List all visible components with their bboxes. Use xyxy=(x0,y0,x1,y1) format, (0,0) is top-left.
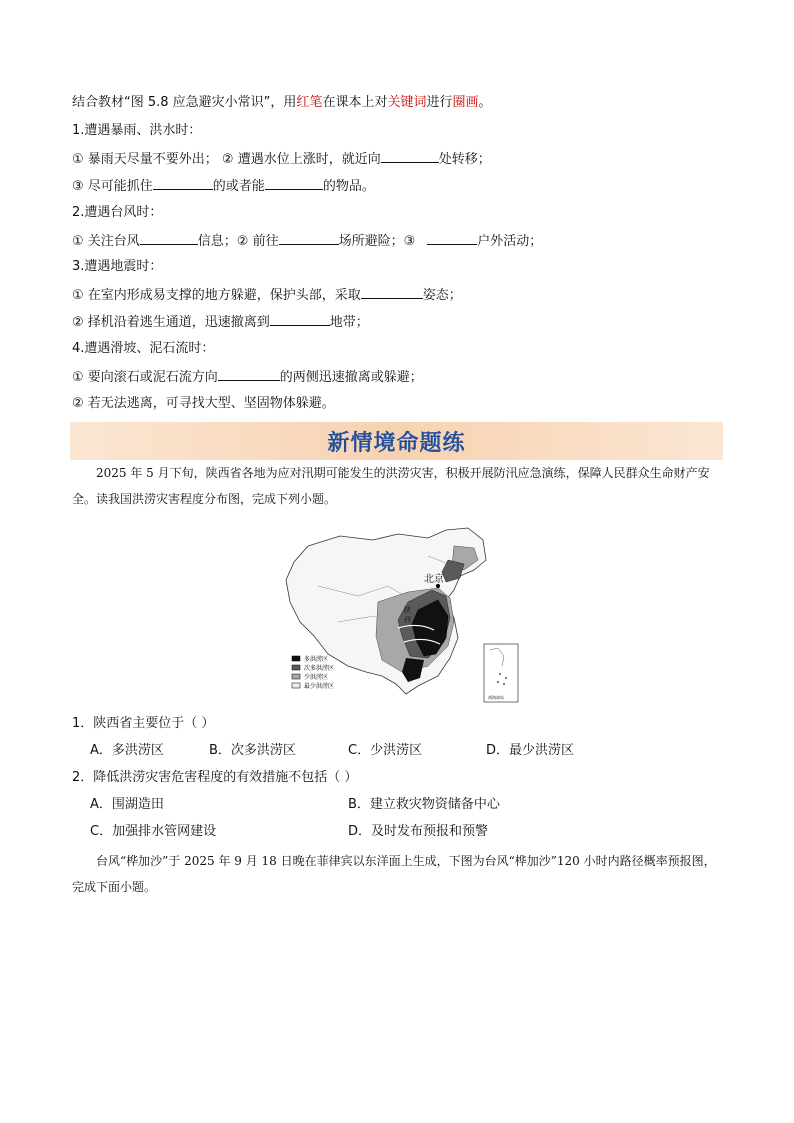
text: ② 择机沿着逃生通道，迅速撤离到 xyxy=(72,315,270,330)
passage-2-text: 台风“桦加沙”于 2025 年 9 月 18 日晚在菲律宾以东洋面上生成，下图为台风“桦加沙”120 小时内路径概率预报图，完成下面小题。 xyxy=(72,854,716,894)
flood-distribution-map xyxy=(278,526,520,704)
q1-option-d[interactable]: D．最少洪涝区 xyxy=(486,743,575,758)
fill-blank[interactable] xyxy=(153,176,213,190)
q1-option-b[interactable]: B．次多洪涝区 xyxy=(209,743,296,758)
section-2-line-1 xyxy=(72,231,542,251)
section-3-title: 3.遭遇地震时： xyxy=(72,259,163,274)
fill-blank[interactable] xyxy=(265,176,323,190)
intro-text: 在课本上对 xyxy=(322,95,388,110)
text: 处转移； xyxy=(438,152,491,167)
text: 的物品。 xyxy=(322,179,375,194)
china-flood-map-svg xyxy=(278,526,520,704)
text: 地带； xyxy=(329,315,369,330)
section-banner xyxy=(70,422,723,460)
keyword-keywords: 关键词 xyxy=(387,95,427,110)
question-2-stem: 2．降低洪涝灾害危害程度的有效措施不包括（ ） xyxy=(72,770,358,785)
question-1-stem: 1．陕西省主要位于（ ） xyxy=(72,716,215,731)
section-4-line-1 xyxy=(72,367,423,387)
q2-option-d[interactable]: D．及时发布预报和预警 xyxy=(348,824,489,839)
q2-option-b[interactable]: B．建立救灾物资储备中心 xyxy=(348,797,500,812)
fill-blank[interactable] xyxy=(270,312,330,326)
section-1-line-2 xyxy=(72,176,375,196)
fill-blank[interactable] xyxy=(381,149,439,163)
fill-blank[interactable] xyxy=(279,231,339,245)
section-3-line-2 xyxy=(72,312,369,332)
text: ③ 尽可能抓住 xyxy=(72,179,153,194)
inset-label: 南海诸岛 xyxy=(488,695,504,700)
q2-option-c[interactable]: C．加强排水管网建设 xyxy=(90,824,217,839)
fill-blank[interactable] xyxy=(218,367,280,381)
section-4-line-2: ② 若无法逃离，可寻找大型、坚固物体躲避。 xyxy=(72,396,335,411)
text: 的或者能 xyxy=(212,179,265,194)
map-legend xyxy=(292,655,334,690)
beijing-label: 北京 xyxy=(424,574,444,585)
section-1-line-1 xyxy=(72,149,491,169)
keyword-circle: 圈画 xyxy=(452,95,479,110)
legend-more: 次多洪涝区 xyxy=(304,666,335,672)
text: 信息；② 前往 xyxy=(197,234,279,249)
fill-blank[interactable] xyxy=(361,285,423,299)
text: ① 要向滚石或泥石流方向 xyxy=(72,370,218,385)
legend-least: 最少洪涝区 xyxy=(304,684,335,690)
section-2-title: 2.遭遇台风时： xyxy=(72,205,163,220)
q1-option-c[interactable]: C．少洪涝区 xyxy=(348,743,423,758)
fill-blank[interactable] xyxy=(140,231,198,245)
legend-most: 多洪涝区 xyxy=(304,657,329,663)
south-china-sea-inset xyxy=(484,644,518,702)
passage-2 xyxy=(72,848,724,900)
text: 的两侧迅速撤离或躲避； xyxy=(279,370,423,385)
banner-title: 新情境命题练 xyxy=(327,430,466,456)
text: ① 关注台风 xyxy=(72,234,140,249)
section-3-line-1 xyxy=(72,285,462,305)
passage-1-text: 2025 年 5 月下旬，陕西省各地为应对汛期可能发生的洪涝灾害，积极开展防汛应急演练，保障人民群众生命财产安全。读我国洪涝灾害程度分布图，完成下列小题。 xyxy=(72,466,710,506)
intro-text: 结合教材“图 5.8 应急避灾小常识”，用 xyxy=(72,95,297,110)
text: ① 暴雨天尽量不要外出； ② 遭遇水位上涨时，就近向 xyxy=(72,152,381,167)
fill-blank[interactable] xyxy=(427,231,477,245)
text: 场所避险；③ xyxy=(338,234,416,249)
intro-text: 进行 xyxy=(426,95,453,110)
section-1-title: 1.遭遇暴雨、洪水时： xyxy=(72,123,202,138)
q2-option-a[interactable]: A．围湖造田 xyxy=(90,797,164,812)
text: 姿态； xyxy=(422,288,462,303)
q1-option-a[interactable]: A．多洪涝区 xyxy=(90,743,164,758)
section-4-title: 4.遭遇滑坡、泥石流时： xyxy=(72,341,215,356)
shaanxi-label-2: 西 xyxy=(404,617,411,624)
text: ① 在室内形成易支撑的地方躲避，保护头部，采取 xyxy=(72,288,361,303)
legend-less: 少洪涝区 xyxy=(304,675,329,681)
intro-text: 。 xyxy=(478,95,492,110)
text: 户外活动； xyxy=(477,234,543,249)
passage-1 xyxy=(72,460,724,512)
keyword-red-pen: 红笔 xyxy=(296,95,323,110)
intro-line xyxy=(72,94,492,112)
shaanxi-label-1: 陕 xyxy=(404,607,411,614)
